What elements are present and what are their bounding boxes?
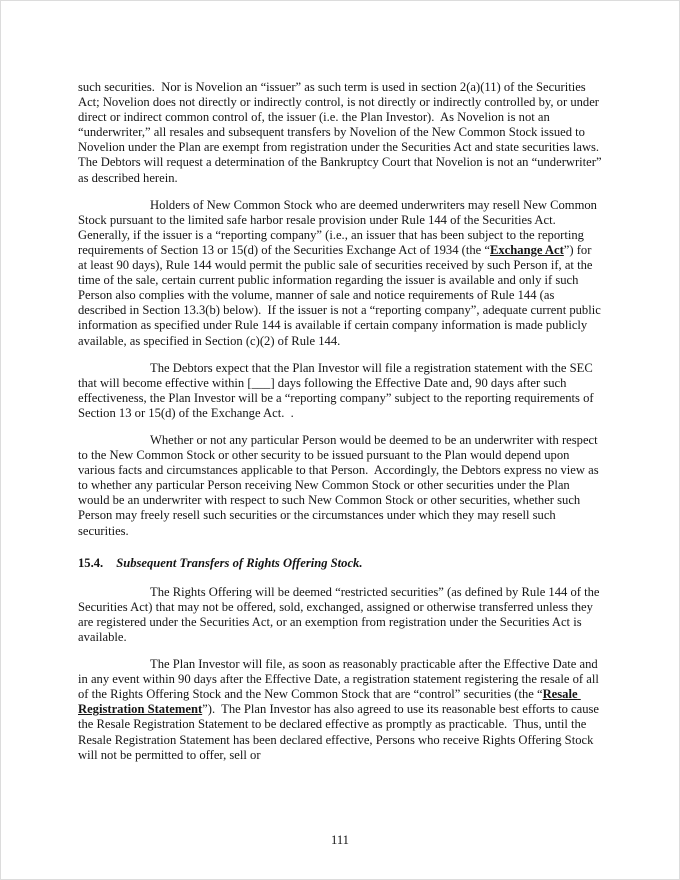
page-number: 111 [331,833,349,847]
text-run: The Rights Offering will be deemed “restricted securities” (as defined by Rule 144 of the Securities Act) that may not be offered, sold, exchanged, assigned or otherwise transferred unless they are registered under the Securities Act, or an exemption from registration under the Securities Act is available. [78,584,603,644]
section-heading-15-4 [78,556,602,571]
text-run: Whether or not any particular Person would be deemed to be an underwriter with respect to the New Common Stock or other security to be issued pursuant to the Plan would depend upon various facts and circumstances applicable to that Person. Accordingly, the Debtors express no view as to whether any particular Person receiving New Common Stock or other securities under the Plan would be an underwriter with respect to such New Common Stock or other securities, whether such Person may freely resell such securities or the circumstances under which they may resell such securities. [78,432,602,538]
document-body [78,80,606,775]
defined-term-exchange-act: Exchange Act [489,242,564,257]
paragraph-continuation [78,80,606,186]
paragraph-underwriter-determination [78,433,602,539]
paragraph-restricted-securities [78,585,602,645]
text-run: Holders of New Common Stock who are deemed underwriters may resell New Common Stock pursuant to the limited safe harbor resale provision under Rule 144 of the Securities Act. Generally, if the issuer is a “reporting company” (i.e., an issuer that has been subject to the reporting requirements of Section 13 or 15(d) of the Securities Exchange Act of 1934 (the “ [78,197,601,257]
section-number: 15.4. [78,555,104,570]
paragraph-resale-registration [78,657,602,763]
section-title: Subsequent Transfers of Rights Offering Stock. [116,555,363,570]
paragraph-rule-144 [78,198,602,349]
text-run: The Debtors expect that the Plan Investor will file a registration statement with the SEC that will become effective within [___] days following the Effective Date and, 90 days after such effectiveness, the Plan Investor will be a “reporting company” subject to the reporting requirements of Section 13 or 15(d) of the Exchange Act. . [78,360,597,420]
defined-term-resale-registration-statement: Resale Registration Statement [78,687,581,717]
paragraph-registration-statement [78,361,602,421]
text-run: The Plan Investor will file, as soon as reasonably practicable after the Effective Date and in any event within 90 days after the Effective Date, a registration statement registering the resale of all of the Rights Offering Stock and the New Common Stock that are “control” securities (the “ [78,657,602,702]
text-run: such securities. Nor is Novelion an “issuer” as such term is used in section 2(a)(11) of the Securities Act; Novelion does not directly or indirectly control, is not directly or indirectly controlled by, or under direct or indirect common control of, the issuer (i.e. the Plan Investor). As Novelion is not an “underwriter,” all resales and subsequent transfers by Novelion of the New Common Stock issued to Novelion under the Plan are exempt from registration under the Securities Act and state securities laws. The Debtors will request a determination of the Bankruptcy Court that Novelion is not an “underwriter” as described herein. [78,80,606,185]
text-run: ”). The Plan Investor has also agreed to use its reasonable best efforts to cause the Resale Registration Statement to be declared effective as promptly as practicable. Thus, until the Resale Registration Statement has been declared effective, Persons who receive Rights Offering Stock will not be permitted to offer, sell or [78,702,603,762]
text-run: ”) for at least 90 days), Rule 144 would permit the public sale of securities received by such Person if, at the time of the sale, certain current public information regarding the issuer is available and only if such Person also complies with the volume, manner of sale and notice requirements of Rule 144 (as described in Section 13.3(b) below). If the issuer is not a “reporting company”, adequate current public information as specified under Rule 144 is available if certain company information is made publicly available, as specified in Section (c)(2) of Rule 144. [78,242,604,348]
